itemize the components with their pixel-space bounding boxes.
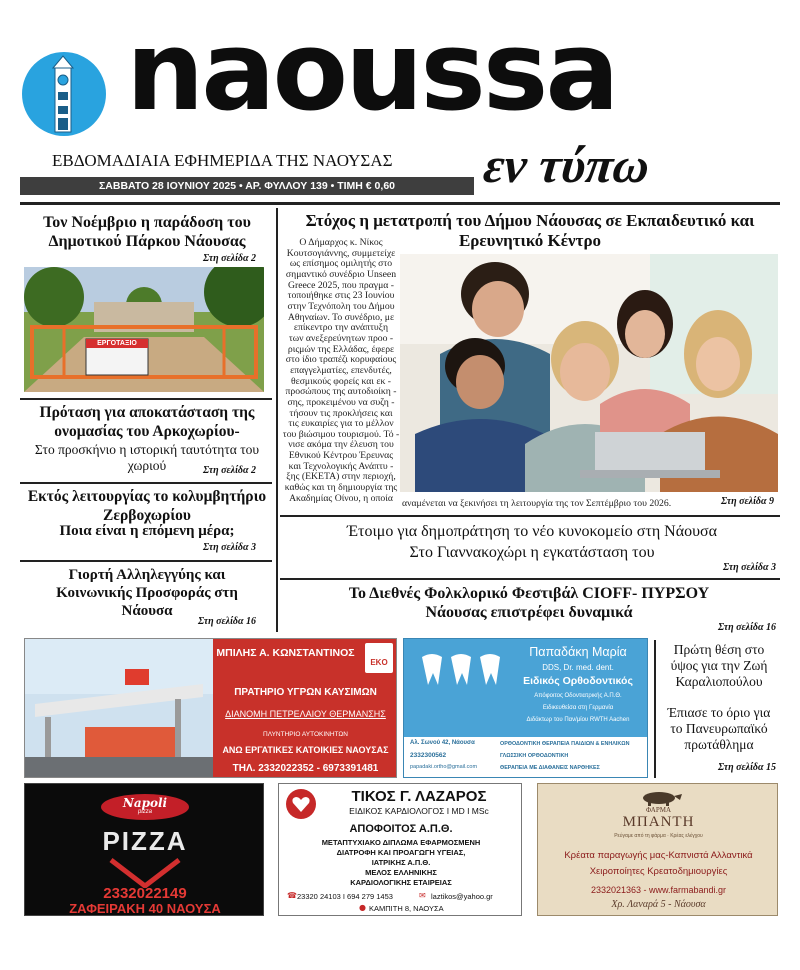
main-body-line: επίκεντρο την ανάπτυξη [293,322,389,334]
festival-ref[interactable]: Στη σελίδα 16 [717,622,776,633]
mail-icon: ✉ [419,891,426,900]
ortho-service1: ΟΡΘΟΔΟΝΤΙΚΗ ΘΕΡΑΠΕΙΑ ΠΑΙΔΙΩΝ & ΕΝΗΛΙΚΩΝ [500,741,630,747]
farm-label: ΦΑΡΜΑ [645,806,671,814]
boar-icon [624,788,694,806]
park-photo [24,267,264,392]
ad-ortho[interactable] [403,638,648,778]
cardio-email: laztikos@yahoo.gr [431,892,493,901]
story2-headline[interactable]: Πρόταση για αποκατάσταση της ονομασίας του Αρκοχωρίου- [39,404,255,440]
left-rule-2 [20,482,272,484]
ad-farm[interactable] [537,783,778,916]
right-rule-2 [280,578,780,580]
napoli-brand: Napoli [122,796,168,810]
heart-hands-icon [285,788,317,820]
cardio-line5: ΜΕΛΟΣ ΕΛΛΗΝΙΚΗΣ [365,868,437,877]
story1-headline[interactable]: Τον Νοέμβριο η παράδοση του Δημοτικού Πάρκου Νάουσας [43,214,251,251]
story1-ref[interactable]: Στη σελίδα 2 [202,253,256,264]
cardio-name: ΤΙΚΟΣ Γ. ΛΑΖΑΡΟΣ [351,788,487,805]
cardio-line3: ΔΙΑΤΡΟΦΗ ΚΑΙ ΠΡΟΑΓΩΓΗ ΥΓΕΙΑΣ, [336,848,466,857]
napoli-logo [101,794,189,820]
ortho-specialty: Ειδικός Ορθοδοντικός [523,675,633,687]
fuel-phone: ΤΗΛ. 2332022352 - 6973391481 [232,763,379,774]
hospital-subhead[interactable]: Στο Γιαννακοχώρι η εγκατάσταση του [409,544,655,561]
clock-tower-icon [22,52,106,136]
main-body-tail: αναμένεται να ξεκινήσει τη λειτουργία της τον Σεπτέμβριο του 2026. [402,498,672,509]
location-icon: ● [359,903,366,912]
cardio-address: ΚΑΜΠΙΤΗ 8, ΝΑΟΥΣΑ [369,904,444,913]
right-rule-1 [280,515,780,517]
main-body-line: θεσμικούς φορείς και εκ - [291,375,391,387]
story3-headline[interactable]: Εκτός λειτουργίας το κολυμβητήριο Ζερβοχωρίου [27,488,267,524]
main-body-text [282,238,400,504]
ortho-service3: ΘΕΡΑΠΕΙΑ ΜΕ ΔΙΑΦΑΝΕΙΣ ΝΑΡΘΗΚΕΣ [500,765,600,771]
fuel-station-photo [25,639,213,778]
cardio-line1: ΑΠΟΦΟΙΤΟΣ Α.Π.Θ. [349,823,453,835]
story4-ref[interactable]: Στη σελίδα 16 [197,616,256,627]
main-body-line: τήσουν τις προκλήσεις και [289,407,393,419]
main-body-line: Ο Δήμαρχος κ. Νίκος [299,237,383,248]
farm-name: ΜΠΑΝΤΗ [622,814,695,830]
farm-contact: 2332021363 - www.farmabandi.gr [590,885,727,895]
napoli-sub: pizza [137,809,152,815]
ad-pizza[interactable] [24,783,264,916]
ad-cardio[interactable] [278,783,522,916]
ortho-name: Παπαδάκη Μαρία [529,645,627,659]
ortho-cred2: Ειδικευθείσα στη Γερμανία [542,705,614,711]
main-body-line: Αθηναίων. Το συνέδριο, με [287,311,395,323]
main-body-line: ως επίσημος ομιλητής στο [289,258,393,270]
main-body-line: προσώπους της αυτοδιοίκη - [285,386,397,398]
main-body-line: σης, προκειμένου να συζη - [287,396,395,408]
story4-headline[interactable]: Γιορτή Αλληλεγγύης και Κοινωνικής Προσφοράς στη Νάουσα [56,567,238,619]
festival-headline[interactable]: Το Διεθνές Φολκλορικό Φεστιβάλ CIOFF- ΠΥΡΣΟΥ Νάουσας επιστρέφει δυναμικά [348,585,710,622]
hospital-ref[interactable]: Στη σελίδα 3 [722,562,776,573]
sport-headline[interactable]: Πρώτη θέση στο ύψος για την Ζωή Καραλιοπούλου [670,642,768,690]
ortho-service2: ΓΛΩΣΣΙΚΗ ΟΡΘΟΔΟΝΤΙΚΗ [500,753,569,759]
cardio-line6: ΚΑΡΔΙΟΛΟΓΙΚΗΣ ΕΤΑΙΡΕΙΑΣ [350,878,452,887]
main-body-line: καθώς και τη δημιουργία της [284,482,398,494]
issue-line: ΣΑΒΒΑΤΟ 28 ΙΟΥΝΙΟΥ 2025 • ΑΡ. ΦΥΛΛΟΥ 139 • ΤΙΜΗ € 0,60 [20,177,474,195]
main-body [282,238,400,504]
main-body-line: του βιώσιμου τουρισμού. Τό - [282,428,400,440]
masthead-rule [20,202,780,205]
cardio-contact: 23320 24103 I 694 279 1453 [297,892,393,901]
teeth-icon [418,651,508,691]
main-body-line: Ακαδημίας Οίνου, η οποία [289,492,393,504]
ortho-email: papadaki.ortho@gmail.com [410,764,478,770]
ortho-cred3: Διδάκτωρ του Παν/μίου RWTH Aachen [526,717,630,723]
main-body-line: και Τεχνολογικής Ανάπτυ - [288,460,394,472]
farm-address: Χρ. Λαναρά 5 - Νάουσα [611,899,706,910]
cardio-line2: ΜΕΤΑΠΤΥΧΙΑΚΟ ΔΙΠΛΩΜΑ ΕΦΑΡΜΟΣΜΕΝΗ [321,838,481,847]
fuel-line3: ΠΛΥΝΤΗΡΙΟ ΑΥΤΟΚΙΝΗΤΩΝ [263,731,348,738]
masthead-tagline: ΕΒΔΟΜΑΔΙΑΙΑ ΕΦΗΜΕΡΙΔΑ ΤΗΣ ΝΑΟΥΣΑΣ [52,151,393,170]
sport-subhead[interactable]: Έπιασε το όριο για το Πανευρωπαϊκό πρωτάθλημα [667,705,771,753]
main-ref[interactable]: Στη σελίδα 9 [720,496,774,507]
main-body-line: Εθνικού Κέντρου Έρευνας [288,450,394,462]
main-body-line: στο ίδιο τραπέζι κορυφαίους [285,354,397,366]
fuel-line1: ΠΡΑΤΗΡΙΟ ΥΓΡΩΝ ΚΑΥΣΙΜΩΝ [234,687,377,698]
left-rule-1 [20,398,272,400]
main-body-line: στην Τεχνόπολη του Δήμου [287,300,395,312]
main-body-line: ξης (ΕΚΕΤΑ) στην περιοχή, [286,471,396,483]
story3-subhead[interactable]: Ποια είναι η επόμενη μέρα; [59,523,235,539]
main-body-line: επαγγελματίες, επενδυτές, [290,364,392,376]
park-photo-sign: ΕΡΓΟΤΑΞΙΟ [97,340,137,347]
phone-icon: ☎ [287,891,297,900]
main-body-line: τις ευκαιρίες για το μέλλον [288,418,394,430]
eko-logo-text: EKO [370,658,388,667]
ad-fuel[interactable] [24,638,397,778]
masthead-title: naoussa [126,7,617,135]
ortho-cred1: Απόφοιτος Οδοντιατρικής Α.Π.Θ. [534,693,622,699]
farm-tagline: Ρεύγαμε από τη φάρμα · Κρέας ελέγχου [614,833,703,839]
pizza-word: PIZZA [102,826,188,856]
main-body-line: των ανεξερεύνητων προο - [288,332,394,344]
main-body-line: ριςμών της Ελλάδας, έφερε [287,343,395,355]
farm-line1: Κρέατα παραγωγής μας-Καπνιστά Αλλαντικά [564,850,753,861]
pizza-phone: 2332022149 [103,885,187,902]
ortho-degree: DDS, Dr. med. dent. [542,663,614,672]
ortho-phone: 2332300562 [410,752,447,759]
main-body-line: Greece 2025, που πραγμα - [287,279,394,291]
hospital-headline[interactable]: Έτοιμο για δημοπράτηση το νέο κυνοκομείο στη Νάουσα [346,523,718,540]
story2-subhead[interactable]: Στο προσκήνιο η ιστορική ταυτότητα του χωριού [34,442,260,474]
fuel-line4: ΑΝΩ ΕΡΓΑΤΙΚΕΣ ΚΑΤΟΙΚΙΕΣ ΝΑΟΥΣΑΣ [222,745,389,755]
story2-ref[interactable]: Στη σελίδα 2 [202,465,256,476]
pizza-slice-icon [105,858,185,888]
sport-rule-left [654,640,656,778]
eko-logo [365,643,393,673]
fuel-name: ΜΠΙΛΗΣ Α. ΚΩΝΣΤΑΝΤΙΝΟΣ [216,647,355,659]
main-body-line: Κουτσογιάννης, συμμετείχε [286,247,396,259]
fuel-line2: ΔΙΑΝΟΜΗ ΠΕΤΡΕΛΑΙΟΥ ΘΕΡΜΑΝΣΗΣ [225,709,386,719]
ortho-address: Αλ. Σωνού 42, Νάουσα [410,740,475,746]
students-photo [400,254,778,492]
main-headline[interactable]: Στόχος η μετατροπή του Δήμου Νάουσας σε Εκπαιδευτικό και Ερευνητικό Κέντρο [305,211,755,251]
pizza-address: ΖΑΦΕΙΡΑΚΗ 40 ΝΑΟΥΣΑ [69,901,221,916]
cardio-title: ΕΙΔΙΚΟΣ ΚΑΡΔΙΟΛΟΓΟΣ I MD I MSc [349,806,489,816]
column-rule [276,208,278,632]
story3-ref[interactable]: Στη σελίδα 3 [202,542,256,553]
main-body-line: νισε ακόμα την έλευση του [288,439,394,451]
cardio-line4: ΙΑΤΡΙΚΗΣ Α.Π.Θ. [371,858,431,867]
farm-line2: Χειροποίητες Κρεατοδημιουργίες [589,866,728,877]
masthead-logo [22,52,106,136]
main-body-line: σημαντικό συνέδριο Unseen [285,268,397,280]
masthead-subtitle: εν τύπω [481,137,653,193]
main-body-line: τοποιήθηκε στις 23 Ιουνίου [287,290,395,302]
left-rule-3 [20,560,272,562]
sport-ref[interactable]: Στη σελίδα 15 [717,762,776,773]
